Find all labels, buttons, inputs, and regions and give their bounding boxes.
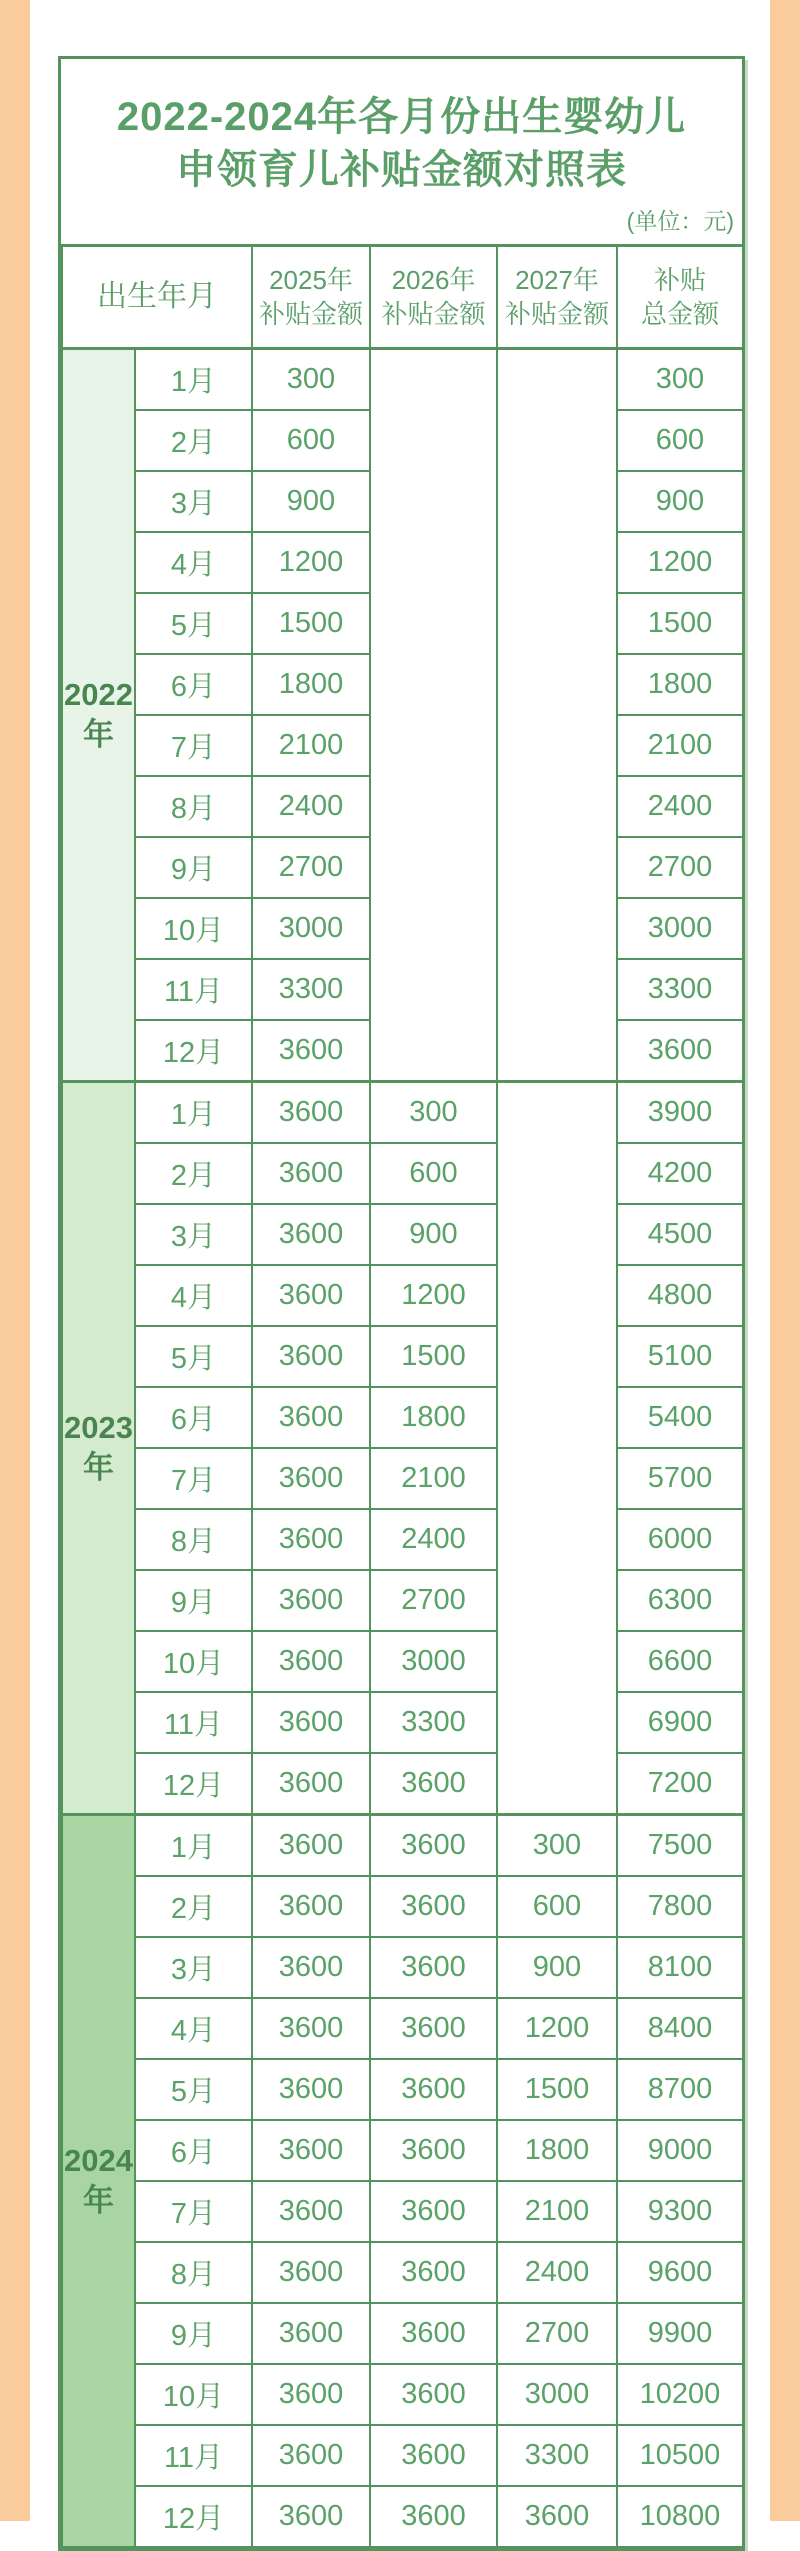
table-row xyxy=(62,1448,743,1509)
table-row xyxy=(62,2486,743,2547)
amount-2026-cell: 2100 xyxy=(370,1448,497,1509)
month-cell: 9月 xyxy=(135,2303,252,2364)
amount-2026-cell: 3600 xyxy=(370,2425,497,2486)
total-cell: 3300 xyxy=(617,959,743,1020)
total-cell: 8400 xyxy=(617,1998,743,2059)
table-row xyxy=(62,1326,743,1387)
amount-2025-cell: 3600 xyxy=(252,2425,370,2486)
year-suffix-label: 年 xyxy=(83,717,114,752)
amount-2025-cell: 3600 xyxy=(252,1998,370,2059)
month-cell: 10月 xyxy=(135,2364,252,2425)
col-header-2027-line2: 补贴金额 xyxy=(504,299,609,329)
year-cell-2022 xyxy=(62,349,135,1082)
total-cell: 3000 xyxy=(617,898,743,959)
amount-2026-cell: 3600 xyxy=(370,2120,497,2181)
amount-2025-cell: 3600 xyxy=(252,1326,370,1387)
month-cell: 5月 xyxy=(135,2059,252,2120)
amount-2025-cell: 1500 xyxy=(252,593,370,654)
table-row xyxy=(62,1753,743,1815)
table-row xyxy=(62,1570,743,1631)
year-suffix-label: 年 xyxy=(83,1450,114,1485)
month-cell: 1月 xyxy=(135,1815,252,1877)
col-header-2026 xyxy=(370,246,497,349)
table-row xyxy=(62,1082,743,1144)
amount-2026-cell: 2700 xyxy=(370,1570,497,1631)
amount-2026-cell: 900 xyxy=(370,1204,497,1265)
col-header-2027-line1: 2027年 xyxy=(515,265,599,295)
table-row xyxy=(62,1265,743,1326)
amount-2025-cell: 3600 xyxy=(252,1631,370,1692)
year-cell-2023 xyxy=(62,1082,135,1815)
amount-2025-cell: 3600 xyxy=(252,1143,370,1204)
amount-2025-cell: 3600 xyxy=(252,1265,370,1326)
total-cell: 9600 xyxy=(617,2242,743,2303)
amount-2027-cell: 1800 xyxy=(497,2120,617,2181)
month-cell: 9月 xyxy=(135,1570,252,1631)
col-header-total-line1: 补贴 xyxy=(653,265,706,295)
month-cell: 4月 xyxy=(135,532,252,593)
year-label: 2023 xyxy=(64,1410,133,1445)
total-cell: 2700 xyxy=(617,837,743,898)
month-cell: 11月 xyxy=(135,959,252,1020)
month-cell: 8月 xyxy=(135,2242,252,2303)
subsidy-table xyxy=(61,244,744,2548)
amount-2025-cell: 3600 xyxy=(252,1876,370,1937)
total-cell: 10800 xyxy=(617,2486,743,2547)
year-label: 2022 xyxy=(64,677,133,712)
header-row xyxy=(62,246,743,349)
month-cell: 10月 xyxy=(135,1631,252,1692)
total-cell: 6900 xyxy=(617,1692,743,1753)
total-cell: 7500 xyxy=(617,1815,743,1877)
amount-2025-cell: 3600 xyxy=(252,2364,370,2425)
total-cell: 6000 xyxy=(617,1509,743,1570)
month-cell: 1月 xyxy=(135,1082,252,1144)
total-cell: 9000 xyxy=(617,2120,743,2181)
amount-2025-cell: 3600 xyxy=(252,2181,370,2242)
amount-2027-cell: 2700 xyxy=(497,2303,617,2364)
amount-2025-cell: 3600 xyxy=(252,1692,370,1753)
table-row xyxy=(62,1937,743,1998)
year-suffix-label: 年 xyxy=(83,2183,114,2218)
table-row xyxy=(62,2364,743,2425)
month-cell: 3月 xyxy=(135,1204,252,1265)
month-cell: 8月 xyxy=(135,776,252,837)
unit-note: (单位：元) xyxy=(626,208,734,234)
table-row xyxy=(62,1509,743,1570)
amount-2025-cell: 3600 xyxy=(252,2303,370,2364)
total-cell: 9300 xyxy=(617,2181,743,2242)
month-cell: 1月 xyxy=(135,349,252,411)
side-strip-right xyxy=(770,0,800,2521)
month-cell: 3月 xyxy=(135,1937,252,1998)
month-cell: 5月 xyxy=(135,1326,252,1387)
col-header-2027 xyxy=(497,246,617,349)
table-row xyxy=(62,1631,743,1692)
month-cell: 7月 xyxy=(135,715,252,776)
total-cell: 900 xyxy=(617,471,743,532)
amount-2027-cell: 3600 xyxy=(497,2486,617,2547)
total-cell: 3600 xyxy=(617,1020,743,1082)
empty-2027-cell xyxy=(497,349,617,1082)
amount-2025-cell: 3600 xyxy=(252,1448,370,1509)
month-cell: 11月 xyxy=(135,1692,252,1753)
table-row xyxy=(62,1876,743,1937)
month-cell: 5月 xyxy=(135,593,252,654)
month-cell: 2月 xyxy=(135,1876,252,1937)
total-cell: 4800 xyxy=(617,1265,743,1326)
month-cell: 10月 xyxy=(135,898,252,959)
total-cell: 9900 xyxy=(617,2303,743,2364)
month-cell: 12月 xyxy=(135,1753,252,1815)
amount-2025-cell: 3300 xyxy=(252,959,370,1020)
amount-2025-cell: 3600 xyxy=(252,1509,370,1570)
total-cell: 7200 xyxy=(617,1753,743,1815)
amount-2026-cell: 3300 xyxy=(370,1692,497,1753)
total-cell: 600 xyxy=(617,410,743,471)
col-header-2025 xyxy=(252,246,370,349)
total-cell: 10500 xyxy=(617,2425,743,2486)
amount-2026-cell: 3600 xyxy=(370,2181,497,2242)
total-cell: 5100 xyxy=(617,1326,743,1387)
col-header-birth-label: 出生年月 xyxy=(97,280,217,313)
amount-2027-cell: 1500 xyxy=(497,2059,617,2120)
month-cell: 2月 xyxy=(135,410,252,471)
amount-2025-cell: 3600 xyxy=(252,1204,370,1265)
amount-2027-cell: 900 xyxy=(497,1937,617,1998)
amount-2025-cell: 3600 xyxy=(252,1815,370,1877)
col-header-2026-line2: 补贴金额 xyxy=(381,299,486,329)
month-cell: 7月 xyxy=(135,1448,252,1509)
col-header-total xyxy=(617,246,743,349)
amount-2026-cell: 3600 xyxy=(370,1937,497,1998)
table-row xyxy=(62,1692,743,1753)
amount-2026-cell: 3600 xyxy=(370,1876,497,1937)
total-cell: 2100 xyxy=(617,715,743,776)
title-block xyxy=(61,59,742,197)
amount-2026-cell: 1200 xyxy=(370,1265,497,1326)
infographic-card xyxy=(58,56,745,2551)
total-cell: 1800 xyxy=(617,654,743,715)
total-cell: 8100 xyxy=(617,1937,743,1998)
table-row xyxy=(62,1998,743,2059)
amount-2027-cell: 3000 xyxy=(497,2364,617,2425)
amount-2025-cell: 600 xyxy=(252,410,370,471)
amount-2026-cell: 3600 xyxy=(370,1815,497,1877)
month-cell: 11月 xyxy=(135,2425,252,2486)
month-cell: 2月 xyxy=(135,1143,252,1204)
col-header-total-line2: 总金额 xyxy=(640,299,719,329)
col-header-2026-line1: 2026年 xyxy=(391,265,476,295)
table-row xyxy=(62,2059,743,2120)
month-cell: 6月 xyxy=(135,2120,252,2181)
month-cell: 4月 xyxy=(135,1265,252,1326)
month-cell: 4月 xyxy=(135,1998,252,2059)
total-cell: 7800 xyxy=(617,1876,743,1937)
total-cell: 6300 xyxy=(617,1570,743,1631)
total-cell: 5700 xyxy=(617,1448,743,1509)
month-cell: 12月 xyxy=(135,2486,252,2547)
total-cell: 1500 xyxy=(617,593,743,654)
total-cell: 300 xyxy=(617,349,743,411)
amount-2026-cell: 3600 xyxy=(370,2486,497,2547)
amount-2026-cell: 1500 xyxy=(370,1326,497,1387)
month-cell: 7月 xyxy=(135,2181,252,2242)
col-header-2025-line2: 补贴金额 xyxy=(258,299,363,329)
amount-2026-cell: 3600 xyxy=(370,2303,497,2364)
amount-2025-cell: 2700 xyxy=(252,837,370,898)
amount-2027-cell: 600 xyxy=(497,1876,617,1937)
amount-2025-cell: 3600 xyxy=(252,2059,370,2120)
amount-2025-cell: 3000 xyxy=(252,898,370,959)
month-cell: 3月 xyxy=(135,471,252,532)
total-cell: 3900 xyxy=(617,1082,743,1144)
amount-2026-cell: 3600 xyxy=(370,2059,497,2120)
amount-2026-cell: 600 xyxy=(370,1143,497,1204)
table-row xyxy=(62,2303,743,2364)
page-title-line2: 申领育儿补贴金额对照表 xyxy=(176,148,627,192)
amount-2026-cell: 3600 xyxy=(370,1753,497,1815)
amount-2027-cell: 1200 xyxy=(497,1998,617,2059)
month-cell: 6月 xyxy=(135,654,252,715)
table-row xyxy=(62,2181,743,2242)
amount-2026-cell: 3000 xyxy=(370,1631,497,1692)
table-row xyxy=(62,1387,743,1448)
total-cell: 4500 xyxy=(617,1204,743,1265)
empty-2026-cell xyxy=(370,349,497,1082)
total-cell: 5400 xyxy=(617,1387,743,1448)
total-cell: 2400 xyxy=(617,776,743,837)
col-header-birth xyxy=(62,246,252,349)
amount-2026-cell: 1800 xyxy=(370,1387,497,1448)
amount-2026-cell: 2400 xyxy=(370,1509,497,1570)
amount-2027-cell: 2100 xyxy=(497,2181,617,2242)
amount-2025-cell: 2100 xyxy=(252,715,370,776)
table-row xyxy=(62,2425,743,2486)
amount-2026-cell: 300 xyxy=(370,1082,497,1144)
amount-2025-cell: 2400 xyxy=(252,776,370,837)
year-cell-2024 xyxy=(62,1815,135,2548)
amount-2025-cell: 1200 xyxy=(252,532,370,593)
month-cell: 8月 xyxy=(135,1509,252,1570)
amount-2025-cell: 3600 xyxy=(252,1570,370,1631)
amount-2025-cell: 3600 xyxy=(252,1387,370,1448)
col-header-2025-line1: 2025年 xyxy=(269,265,353,295)
amount-2025-cell: 3600 xyxy=(252,1020,370,1082)
table-row xyxy=(62,349,743,411)
amount-2027-cell: 3300 xyxy=(497,2425,617,2486)
month-cell: 12月 xyxy=(135,1020,252,1082)
amount-2025-cell: 300 xyxy=(252,349,370,411)
amount-2025-cell: 3600 xyxy=(252,2486,370,2547)
total-cell: 8700 xyxy=(617,2059,743,2120)
table-row xyxy=(62,2120,743,2181)
side-strip-left xyxy=(0,0,30,2521)
amount-2027-cell: 300 xyxy=(497,1815,617,1877)
amount-2026-cell: 3600 xyxy=(370,2364,497,2425)
page-title-line1: 2022-2024年各月份出生婴幼儿 xyxy=(116,95,687,139)
amount-2025-cell: 3600 xyxy=(252,1937,370,1998)
table-row xyxy=(62,2242,743,2303)
empty-2027-cell xyxy=(497,1082,617,1815)
amount-2026-cell: 3600 xyxy=(370,2242,497,2303)
amount-2025-cell: 3600 xyxy=(252,2120,370,2181)
amount-2025-cell: 1800 xyxy=(252,654,370,715)
amount-2025-cell: 3600 xyxy=(252,1082,370,1144)
year-label: 2024 xyxy=(64,2143,133,2178)
total-cell: 1200 xyxy=(617,532,743,593)
table-row xyxy=(62,1815,743,1877)
amount-2025-cell: 900 xyxy=(252,471,370,532)
amount-2026-cell: 3600 xyxy=(370,1998,497,2059)
table-row xyxy=(62,1204,743,1265)
table-row xyxy=(62,1143,743,1204)
amount-2025-cell: 3600 xyxy=(252,1753,370,1815)
amount-2025-cell: 3600 xyxy=(252,2242,370,2303)
month-cell: 9月 xyxy=(135,837,252,898)
total-cell: 4200 xyxy=(617,1143,743,1204)
total-cell: 6600 xyxy=(617,1631,743,1692)
month-cell: 6月 xyxy=(135,1387,252,1448)
total-cell: 10200 xyxy=(617,2364,743,2425)
amount-2027-cell: 2400 xyxy=(497,2242,617,2303)
